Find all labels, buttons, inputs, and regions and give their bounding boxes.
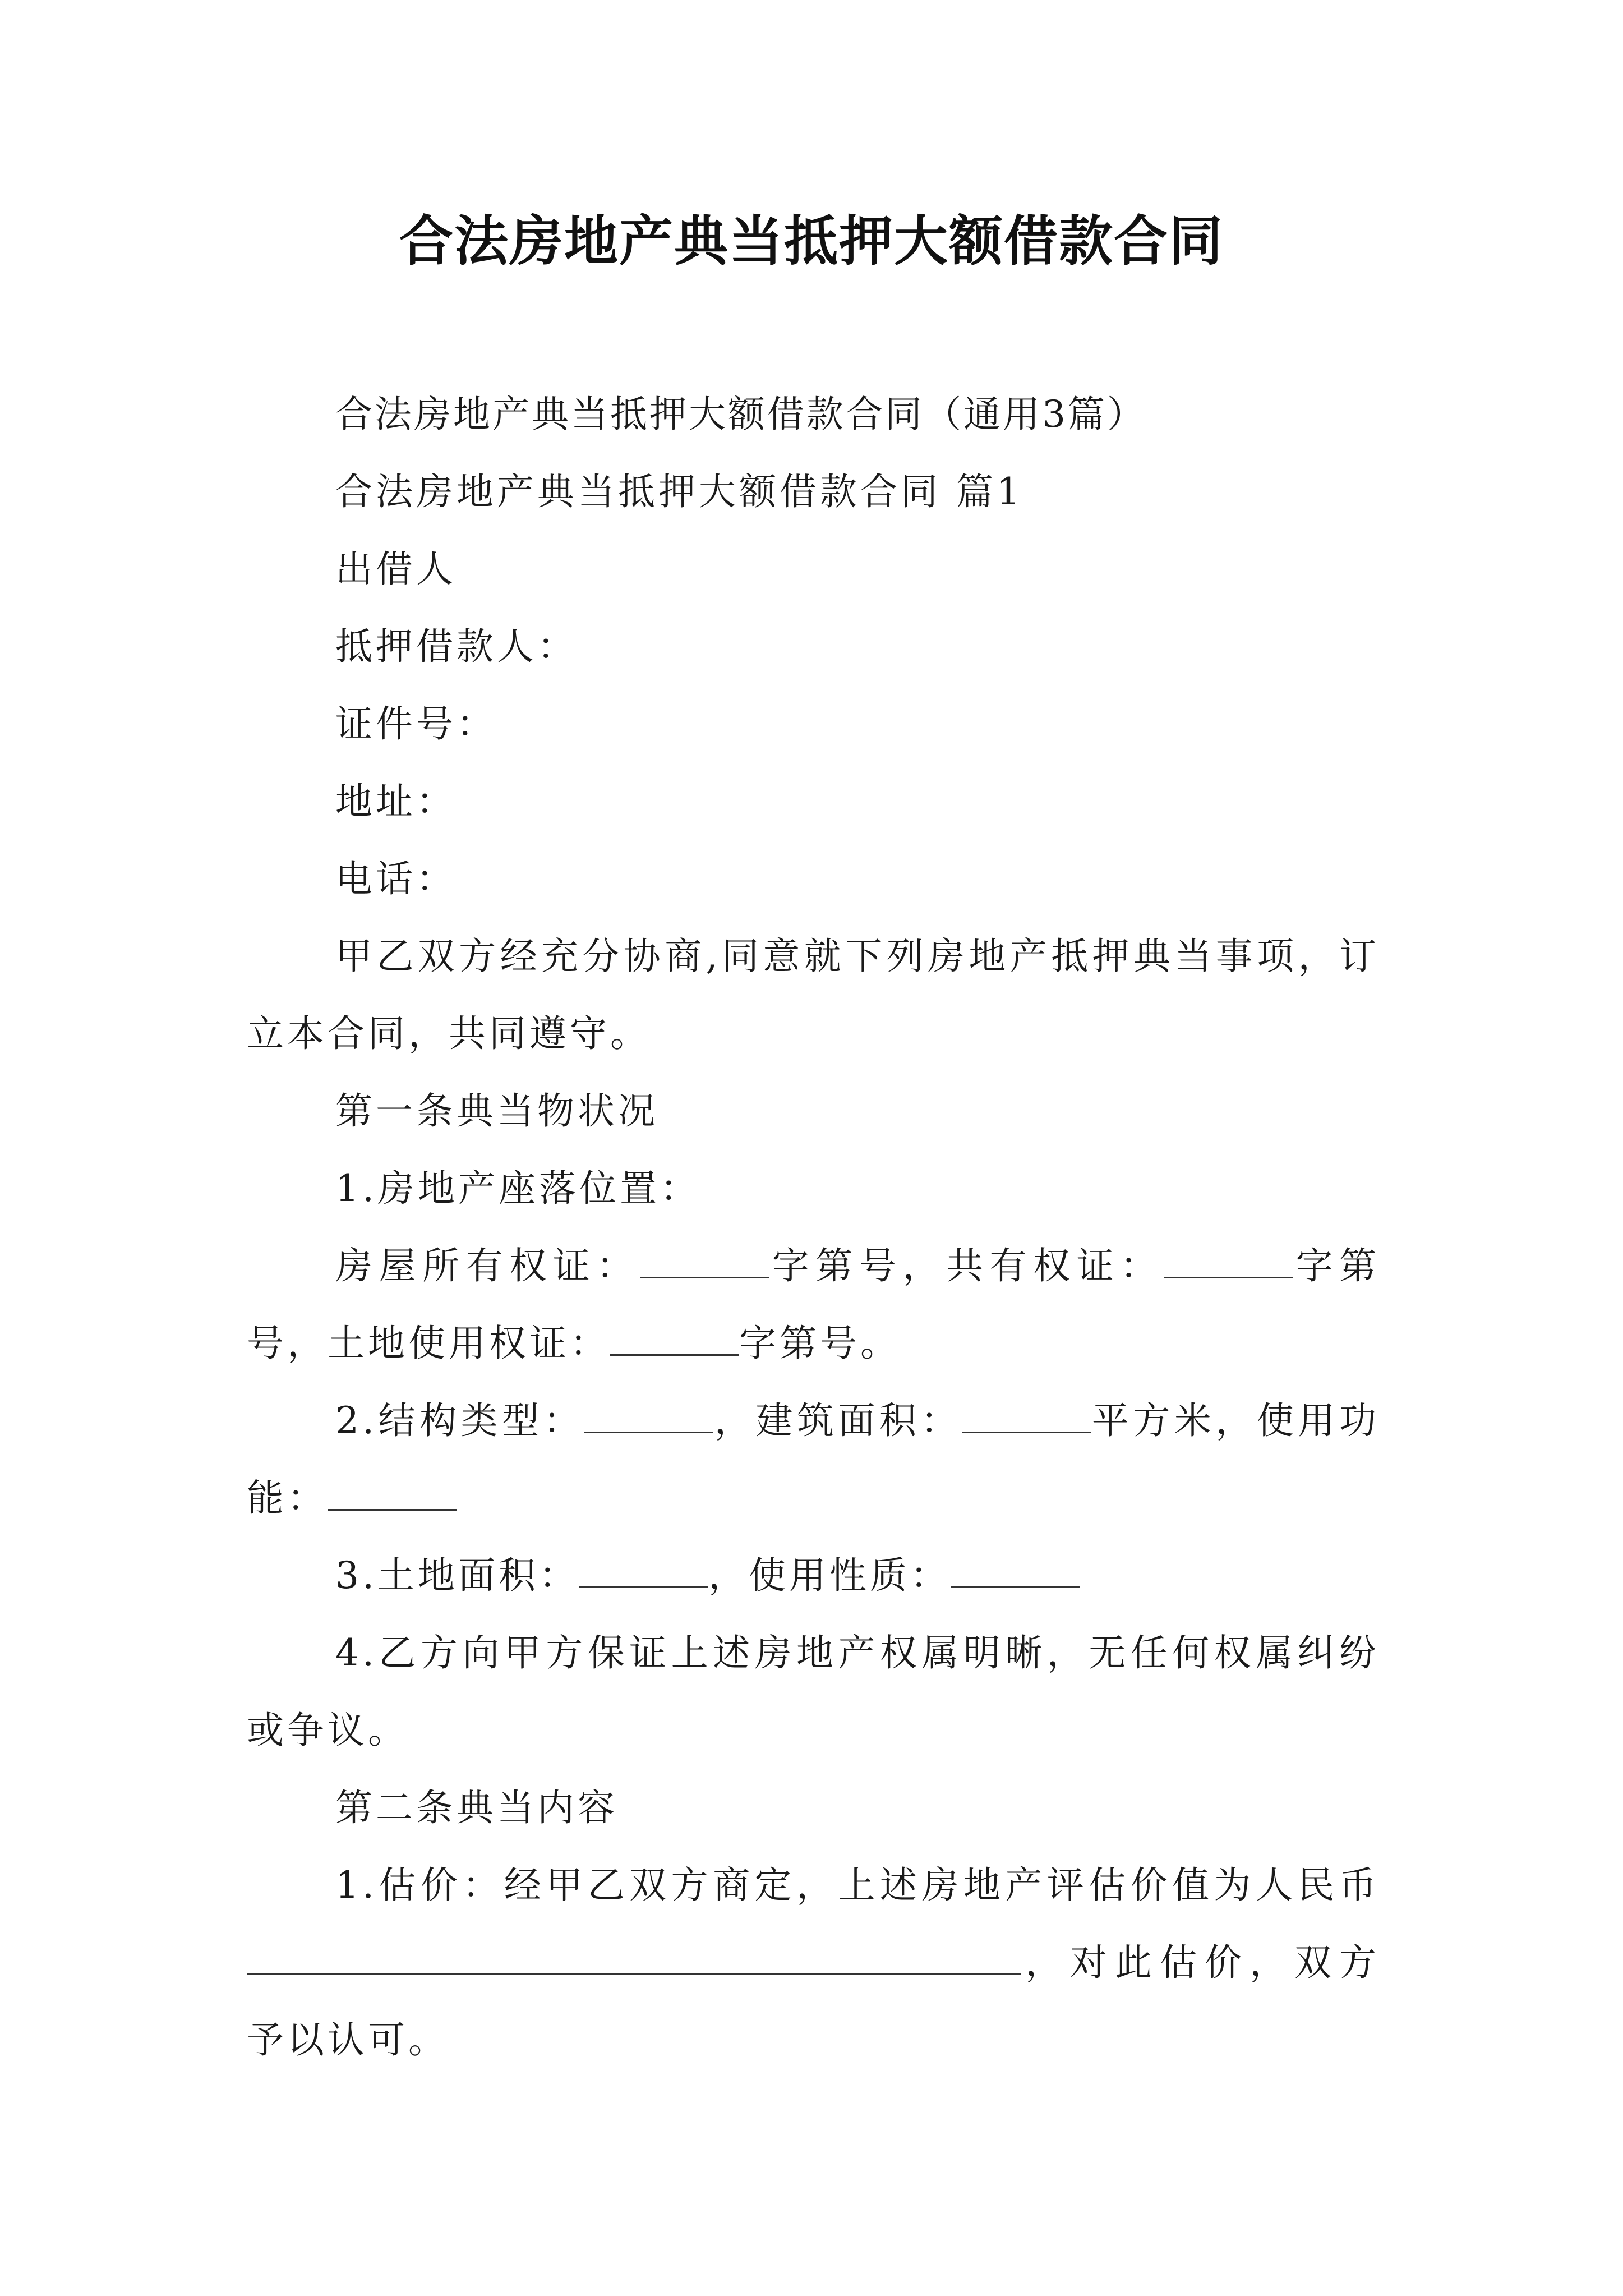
valuation-label-b: ，对此估价，双方予以认可。 bbox=[247, 1941, 1380, 2062]
fill-blank bbox=[584, 1400, 713, 1433]
fill-blank bbox=[247, 1942, 1021, 1975]
certificate-label-c: 字第号，土地使用权证： bbox=[247, 1244, 1380, 1365]
fill-blank bbox=[610, 1323, 739, 1356]
lender-line: 出借人 bbox=[335, 547, 457, 591]
structure-label-b: ，建筑面积： bbox=[713, 1399, 962, 1442]
valuation-paragraph bbox=[247, 1847, 1380, 2079]
article-1-heading: 第一条典当物状况 bbox=[335, 1089, 658, 1133]
document-title: 合法房地产典当抵押大额借款合同 bbox=[399, 210, 1224, 273]
id-number-line: 证件号： bbox=[335, 702, 497, 746]
fill-blank bbox=[951, 1555, 1080, 1588]
certificate-label-a: 房屋所有权证： bbox=[335, 1244, 640, 1287]
document-body bbox=[247, 376, 1380, 2079]
address-line: 地址： bbox=[335, 780, 457, 823]
certificate-label-b: 字第号，共有权证： bbox=[769, 1244, 1164, 1287]
fill-blank bbox=[1164, 1245, 1293, 1278]
subtitle-paragraph: 合法房地产典当抵押大额借款合同（通用3篇） bbox=[335, 393, 1146, 436]
certificate-paragraph bbox=[247, 1227, 1380, 1382]
fill-blank bbox=[579, 1555, 708, 1588]
phone-line: 电话： bbox=[335, 857, 457, 900]
intro-paragraph: 甲乙双方经充分协商,同意就下列房地产抵押典当事项，订立本合同，共同遵守。 bbox=[247, 935, 1380, 1055]
land-area-label-a: 3.土地面积： bbox=[335, 1554, 579, 1597]
fill-blank bbox=[328, 1478, 457, 1511]
fill-blank bbox=[962, 1400, 1091, 1433]
land-area-label-b: ，使用性质： bbox=[708, 1554, 951, 1597]
certificate-label-d: 字第号。 bbox=[739, 1322, 901, 1365]
fill-blank bbox=[640, 1245, 769, 1278]
part-heading: 合法房地产典当抵押大额借款合同 篇1 bbox=[335, 470, 1023, 513]
article-2-heading: 第二条典当内容 bbox=[335, 1786, 618, 1829]
borrower-line: 抵押借款人： bbox=[335, 625, 578, 668]
structure-label-c: 平方米，使用功能： bbox=[247, 1399, 1380, 1520]
ownership-guarantee-paragraph: 4.乙方向甲方保证上述房地产权属明晰，无任何权属纠纷或争议。 bbox=[247, 1631, 1380, 1752]
land-area-paragraph bbox=[247, 1537, 1380, 1614]
structure-paragraph bbox=[247, 1382, 1380, 1537]
property-location-line: 1.房地产座落位置： bbox=[335, 1167, 700, 1210]
structure-label-a: 2.结构类型： bbox=[335, 1399, 585, 1442]
valuation-label-a: 1.估价：经甲乙双方商定，上述房地产评估价值为人民币 bbox=[335, 1864, 1380, 1907]
